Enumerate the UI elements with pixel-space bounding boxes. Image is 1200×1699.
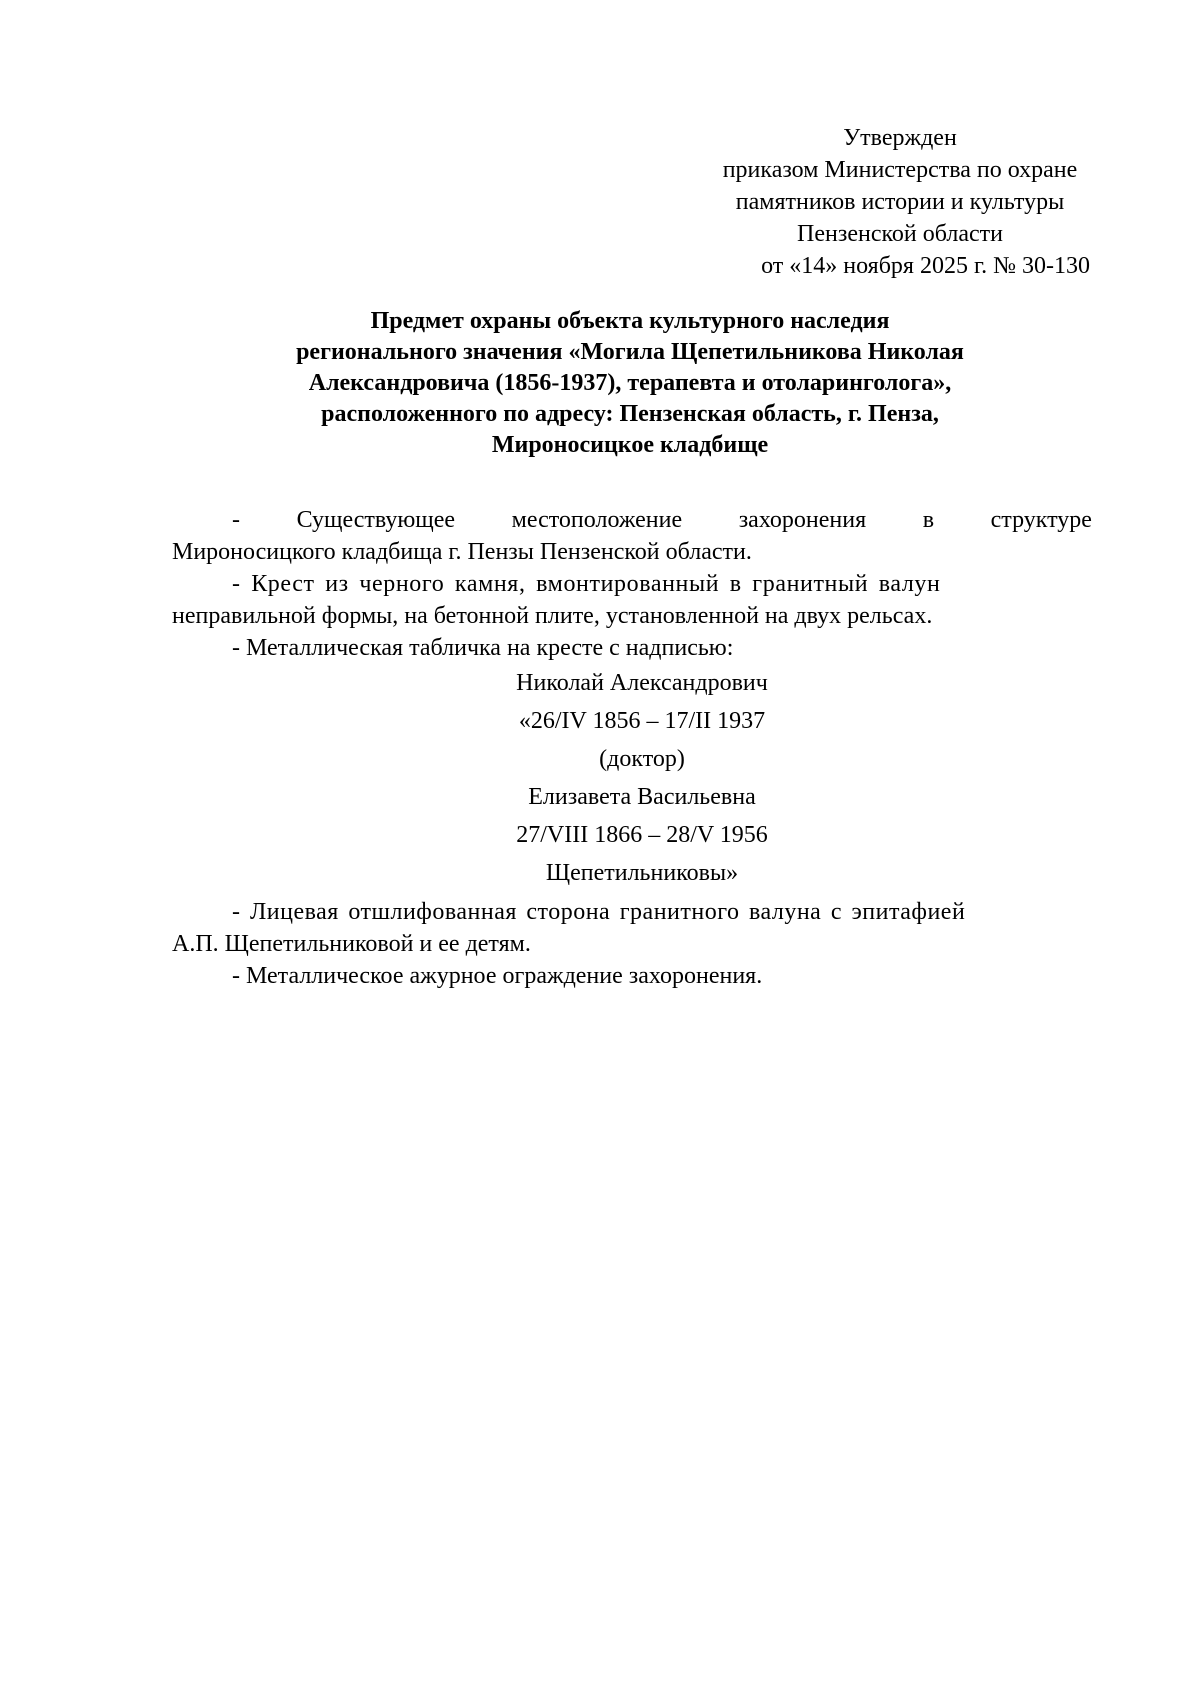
location-word: - [232,507,240,533]
item-plate: - Металлическая табличка на кресте с надписью: [232,635,734,661]
item-face-line-2: А.П. Щепетильниковой и ее детям. [172,931,531,957]
item-cross-line-2: неправильной формы, на бетонной плите, установленной на двух рельсах. [172,603,933,629]
approval-line-monuments: памятников истории и культуры [735,189,1065,215]
inscription-line-5: 27/VIII 1866 – 28/V 1956 [516,822,768,848]
title-line-5: Мироносицкое кладбище [491,432,769,458]
item-location [172,504,1092,568]
item-cross-line-1: - Крест из черного камня, вмонтированный в гранитный валун [232,571,941,597]
title-line-3: Александровича (1856-1937), терапевта и отоларинголога», [308,370,952,396]
approval-line-approved: Утвержден [843,125,957,151]
title-line-4: расположенного по адресу: Пензенская область, г. Пенза, [321,401,939,427]
location-word: структуре [990,507,1092,533]
inscription-line-1: Николай Александрович [516,670,768,696]
item-fence: - Металлическое ажурное ограждение захоронения. [232,963,763,989]
location-word: захоронения [738,507,867,533]
item-face [172,896,1092,960]
item-location-line-1 [172,504,1092,536]
inscription-line-4: Елизавета Васильевна [528,784,756,810]
approval-line-order: приказом Министерства по охране [722,157,1078,183]
approval-line-date-number: от «14» ноября 2025 г. № 30-130 [761,253,1090,279]
item-cross [172,568,1092,632]
inscription-line-3: (доктор) [599,746,685,772]
location-word: Существующее [296,507,456,533]
approval-stamp [690,122,1110,282]
title-line-1: Предмет охраны объекта культурного наследия [370,308,890,334]
item-location-line-2: Мироносицкого кладбища г. Пензы Пензенской области. [172,539,752,565]
location-word: местоположение [511,507,683,533]
inscription-line-6: Щепетильниковы» [545,860,739,886]
document-title [170,306,1090,461]
approval-line-region: Пензенской области [797,221,1003,247]
document-body [172,504,1092,992]
title-line-2: регионального значения «Могила Щепетильникова Николая [296,339,964,365]
location-word: в [922,507,935,533]
item-face-line-1: - Лицевая отшлифованная сторона гранитного валуна с эпитафией [232,899,966,925]
plate-inscription [172,664,1092,892]
inscription-line-2: «26/IV 1856 – 17/II 1937 [518,708,766,734]
